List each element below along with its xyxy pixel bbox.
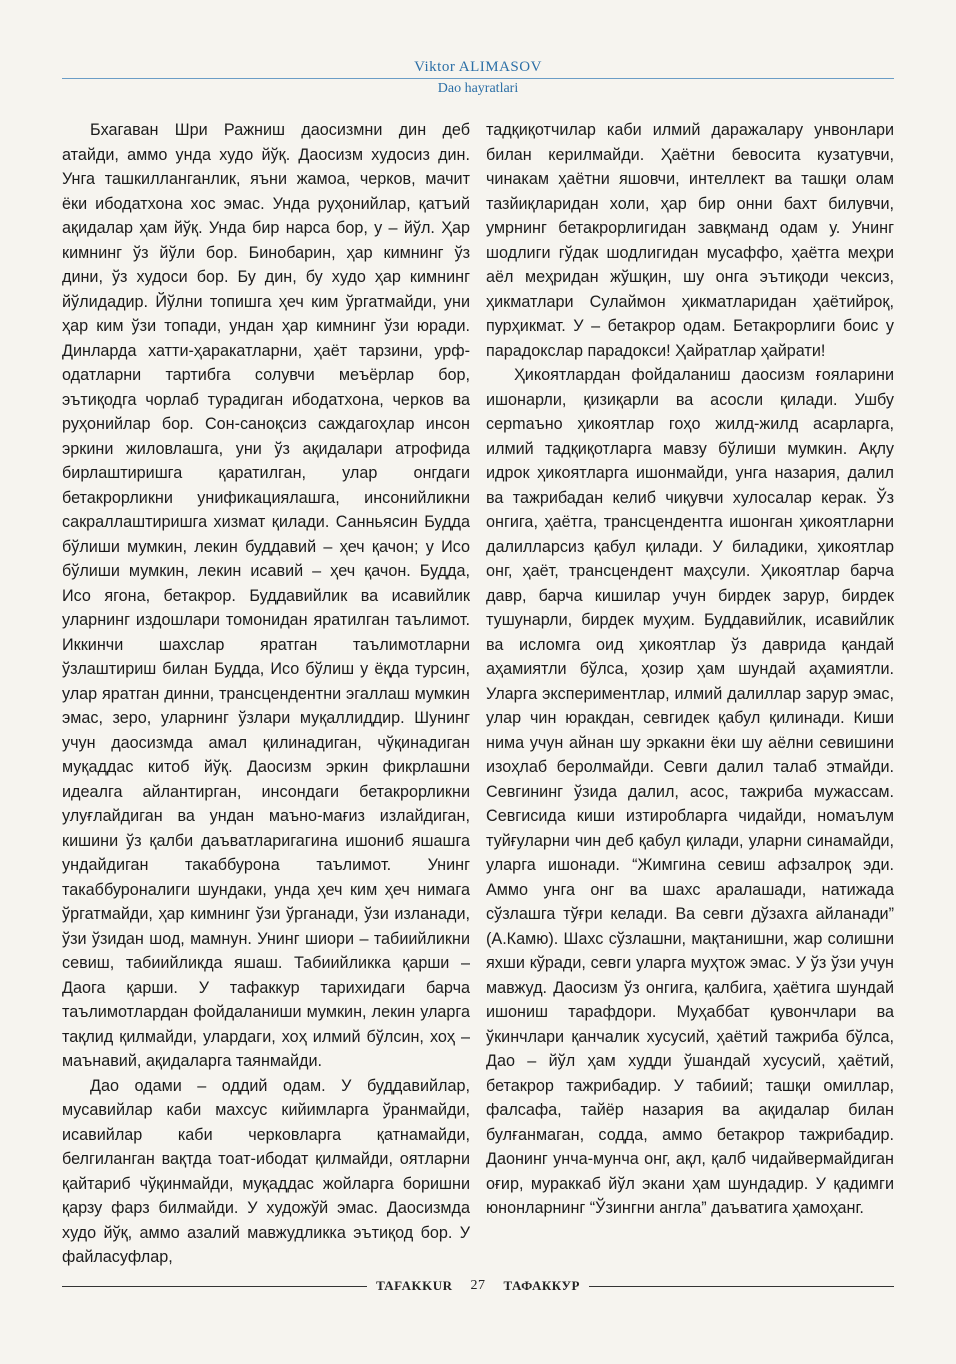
paragraph: Дао одами – оддий одам. У буддавийлар, мусавийлар каби махсус кийимларга ўранмайди, исавийлар каби черковларга қатнамайди, белгиланган вақтда тоат-ибодат қилмайди, оятларни қайтариб чўқинмайди, муқаддас жойларга боришни қарзу фарз билмайди. У художўй эмас. Даосизмда худо йўқ, аммо азалий мавжудликка эътиқод бор. У файласуфлар, [62,1076,470,1266]
left-column [62,118,470,1268]
article-body [62,118,894,1268]
footer-rule-right [589,1286,894,1287]
header-rule [62,78,894,79]
footer-title-cyrillic: ТАФАККУР [503,1278,580,1293]
paragraph: Ҳикоятлардан фойдаланиш даосизм ғояларини ишонарли, қизиқарли ва асосли қилади. Ушбу серmaъно ҳикоятлар гоҳо жилд-жилд асарларга, илмий тадқиқотларга мавзу бўлиши мумкин. Ақлу идрок ҳикоятларга ишонмайди, унга назария, далил ва тажрибадан келиб чиқувчи хулосалар керак. Ўз онгига, ҳаётга, трансцендентга ишонган ҳикоятларни далилларсиз қабул қилади. У биладики, ҳикоятлар онг, ҳаёт, трансцендент маҳсули. Ҳикоятлар барча давр, барча кишилар учун бирдек зарур, бирдек тушунарли, бирдек муҳим. Буддавийлик, исавийлик ва исломга оид ҳикоятлар ўз даврида қандай аҳамиятли бўлса, ҳозир ҳам шундай аҳамиятли. Уларга экспериментлар, илмий далиллар зарур эмас, улар чин юракдан, севгидек қабул қилинади. Киши нима учун айнан шу эркакни ёки шу аёлни севишини изоҳлаб беролмайди. Севги далил талаб этмайди. Севгининг ўзида далил, асос, тажриба мужассам. Севгисида киши изтиробларга чидайди, номаълум туйғуларни чин деб қабул қилади, уларни синамайди, уларга ишонади. “Жимгина севиш афзалроқ эди. Аммо унга онг ва шахс аралашади, натижада сўзлашга тўғри келади. Ва севги дўзахга айланади” (А.Камю). Шахс сўзлашни, мақтанишни, жар солишни яхши кўради, севги уларга муҳтож эмас. У ўз ўзи учун мавжуд. Даосизм ўз онгига, қалбига, ҳаётига шундай ишониш тарафдори. Муҳаббат қувончлари ва ўкинчлари қанчалик хусусий, ҳаётий тажриба бўлса, Дао – йўл ҳам худди ўшандай хусусий, ҳаётий, бетакрор тажрибадир. У табиий; ташқи омиллар, фалсафа, тайёр назария ва ақидалар билан булғанмаган, содда, аммо бетакрор тажрибадир. Даонинг унча-мунча онг, ақл, қалб чидайвермайдиган оғир, мураккаб йўл экани ҳам шундадир. У қадимги юнонларнинг “Ўзингни англа” даъватига ҳамоҳанг. [486,366,894,1217]
right-column [486,118,894,1268]
page-number: 27 [470,1278,486,1293]
footer-rule-left [62,1286,367,1287]
paragraph: тадқиқотчилар каби илмий даражалару унвонлари билан керилмайди. Ҳаётни бевосита кузатувчи, чинакам ҳаётни яшовчи, интеллект ва ташқи олам тазйиқларидан холи, ҳар бир онни бахт билувчи, умрнинг бетакрорлигидан завқманд одам у. Унинг шодлиги гўдак шодлигидан мусаффо, ҳаётга меҳри аёл меҳридан жўшқин, шу онга эътиқоди чексиз, ҳикматлари Сулаймон ҳикматларидан ҳаётийроқ, пурҳикмат. У – бетакрор одам. Бетакрорлиги боис у парадокслар парадокси! Ҳайратлар ҳайрати! [486,121,894,360]
paragraph: Бхагаван Шри Ражниш даосизмни дин деб атайди, аммо унда худо йўқ. Даосизм худосиз дин. Унга ташкилланганлик, яъни жамоа, черков, мачит ёки ибодатхона хос эмас. Унда руҳонийлар, қатъий ақидалар ҳам йўқ. Унда бир нарса бор, у – йўл. Ҳар кимнинг ўз йўли бор. Бинобарин, ҳар кимнинг ўз дини, ўз худоси бор. Бу дин, бу худо ҳар кимнинг йўлидадир. Йўлни топишга ҳеч ким ўргатмайди, уни ҳар ким ўзи топади, ундан ҳар кимнинг ўзи юради. Динларда хатти-ҳаракатларни, ҳаёт тарзини, урф-одатларни тартибга солувчи меъёрлар бор, эътиқодга чорлаб турадиган ибодатхона, черков ва руҳонийлар бор. Сон-саноқсиз саждагоҳлар инсон эркини жиловлашга, уни ўз ақидалари атрофида бирлаштиришга қаратилган, улар онгдаги бетакрорликни унификациялашга, инсонийликни сакраллаштиришга хизмат қилади. Санньясин Будда бўлиши мумкин, лекин буддавий – ҳеч қачон; у Исо бўлиши мумкин, лекин исавий – ҳеч қачон. Будда, Исо ягона, бетакрор. Буддавийлик ва исавийлик уларнинг издошлари томонидан яратилган таълимот. Иккинчи шахслар яратган таълимотларни ўзлаштириш билан Будда, Исо бўлиш у ёқда турсин, улар яратган динни, трансцендентни эгаллаш мумкин эмас, зеро, уларнинг ўзлари муқаллиддир. Шунинг учун даосизмда амал қилинадиган, чўқинадиган муқаддас китоб йўқ. Даосизм эркин фикрлашни идеалга айлантирган, инсондаги бетакрорликни улуғлайдиган ва ундан маъно-мағиз излайдиган, кишини ўз қалби даъватларигагина ишониб яшашга ундайдиган такаббурона таълимот. Унинг такаббуроналиги шундаки, унда ҳеч ким ҳеч нимага ўргатмайди, ҳар кимнинг ўзи ўрганади, ўзи изланади, ўзи ўзидан шод, мамнун. Унинг шиори – табиийликни севиш, табиийликда яшаш. Табиийликка қарши – Даога қарши. У тафаккур тарихидаги барча таълимотлардан фойдаланиши мумкин, лекин уларга тақлид қилмайди, улардаги, хоҳ илмий бўлсин, хоҳ – маънавий, ақидаларга таянмайди. [62,121,470,1070]
header-author: Viktor ALIMASOV [414,59,542,75]
running-header [62,58,894,97]
footer-title-latin: TAFAKKUR [376,1278,453,1293]
page-footer [62,1276,894,1296]
header-subtitle: Dao hayratlari [437,81,519,96]
